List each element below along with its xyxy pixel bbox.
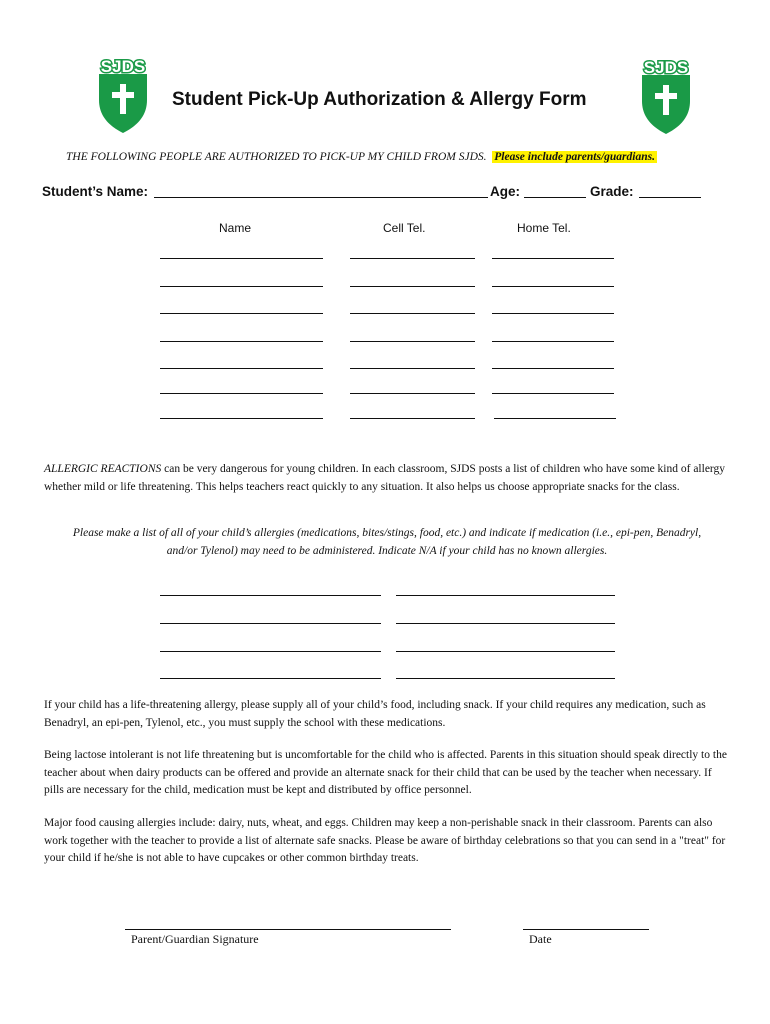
home-tel-field[interactable] [492,286,614,287]
allergy-field[interactable] [160,678,381,679]
age-field[interactable] [524,197,586,198]
age-label: Age: [490,184,520,199]
cell-tel-field[interactable] [350,393,475,394]
cell-tel-field[interactable] [350,368,475,369]
name-field[interactable] [160,393,323,394]
student-name-label: Student’s Name: [42,184,149,199]
allergy-field[interactable] [396,678,615,679]
highlight-note: Please include parents/guardians. [494,151,655,163]
allergy-field[interactable] [396,623,615,624]
student-name-field[interactable] [154,197,488,198]
name-field[interactable] [160,258,323,259]
home-tel-field[interactable] [492,393,614,394]
allergy-intro-text: can be very dangerous for young children. In each classroom, SJDS posts a list of children who have some kind of allergy whether mild or life threatening. This helps teachers react quickly to any situation. It also helps us choose appropriate snacks for the class. [44,463,726,493]
grade-label: Grade: [590,184,634,199]
allergy-lead: ALLERGIC REACTIONS [44,463,162,475]
allergy-field[interactable] [160,623,381,624]
column-header-home-tel: Home Tel. [517,221,571,235]
cell-tel-field[interactable] [350,341,475,342]
allergy-field[interactable] [396,651,615,652]
sjds-logo-right [636,55,696,135]
name-field[interactable] [160,368,323,369]
logo-text: SJDS [100,57,146,76]
grade-field[interactable] [639,197,701,198]
home-tel-field[interactable] [492,258,614,259]
cell-tel-field[interactable] [350,418,475,419]
cell-tel-field[interactable] [350,313,475,314]
date-label: Date [529,932,552,946]
page-title: Student Pick-Up Authorization & Allergy Form [172,89,587,110]
cell-tel-field[interactable] [350,286,475,287]
parent-signature-field[interactable] [125,929,451,930]
allergy-intro [44,461,728,496]
allergy-field[interactable] [396,595,615,596]
allergy-instruction: Please make a list of all of your child’s allergies (medications, bites/stings, food, etc.) and indicate if medication (i.e., epi-pen, Benadryl, and/or Tylenol) may need to be administered. Indicate N/A if your child has no known allergies. [72,527,702,557]
student-info-row [42,184,148,199]
home-tel-field[interactable] [492,313,614,314]
logo-text: SJDS [643,58,689,77]
authorization-notice-text: THE FOLLOWING PEOPLE ARE AUTHORIZED TO PICK-UP MY CHILD FROM SJDS. [66,151,487,163]
allergy-field[interactable] [160,651,381,652]
major-food-paragraph: Major food causing allergies include: dairy, nuts, wheat, and eggs. Children may keep a non-perishable snack in their classroom. Parents can also work together with the teacher to provide a list of alternate safe snacks. Please be aware of birthday celebrations so that you can send in a "treat" for your child if he/she is not able to have cupcakes or other common birthday treats. [44,817,726,864]
name-field[interactable] [160,313,323,314]
column-header-cell-tel: Cell Tel. [383,221,426,235]
authorization-notice [66,151,657,163]
column-header-name: Name [219,221,252,235]
allergy-field[interactable] [160,595,381,596]
sjds-logo-left [93,54,153,134]
name-field[interactable] [160,341,323,342]
cell-tel-field[interactable] [350,258,475,259]
name-field[interactable] [160,286,323,287]
home-tel-field[interactable] [494,418,616,419]
parent-signature-label: Parent/Guardian Signature [131,932,259,946]
life-threatening-paragraph: If your child has a life-threatening allergy, please supply all of your child’s food, including snack. If your child requires any medication, such as Benadryl, an epi-pen, Tylenol, etc., you must supply the school with these medications. [44,699,706,729]
date-field[interactable] [523,929,649,930]
name-field[interactable] [160,418,323,419]
lactose-paragraph: Being lactose intolerant is not life threatening but is uncomfortable for the child who is affected. Parents in this situation should speak directly to the teacher about when dairy products can be offered and provide an alternate snack for their child that can be used by the teacher when necessary. If pills are necessary for the child, medication must be kept and distributed by office personnel. [44,749,727,796]
home-tel-field[interactable] [492,368,614,369]
home-tel-field[interactable] [492,341,614,342]
